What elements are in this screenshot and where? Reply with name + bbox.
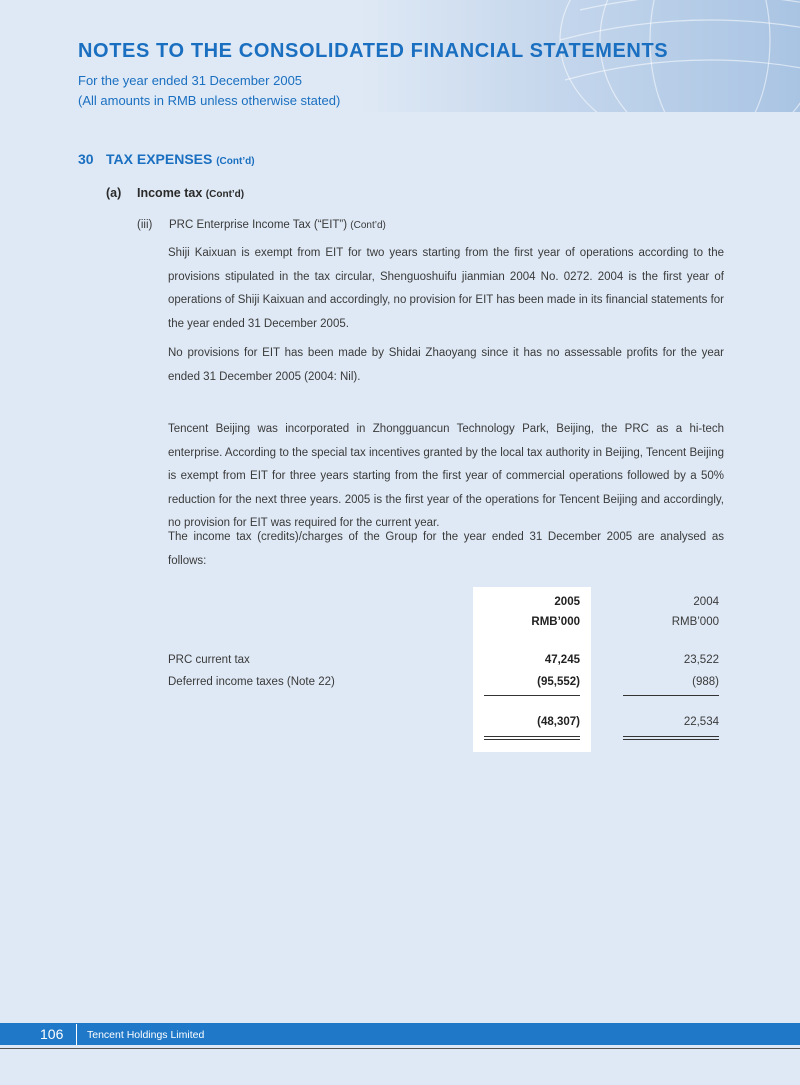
- header-unit-2005: RMB’000: [531, 616, 580, 628]
- subsubsection-title: [169, 219, 386, 231]
- header-unit-2004: RMB’000: [671, 616, 719, 628]
- subtotal-rule-2004: [623, 695, 719, 696]
- footer-divider: [76, 1024, 77, 1045]
- header-year-2004: 2004: [693, 596, 719, 608]
- subsection-title-text: Income tax: [137, 186, 203, 200]
- row-value-deferred-income-taxes-2005: (95,552): [537, 676, 580, 688]
- row-label-prc-current-tax: PRC current tax: [168, 654, 250, 666]
- section-title-text: TAX EXPENSES: [106, 151, 213, 167]
- subtotal-rule-2005: [484, 695, 580, 696]
- subsection-title-suffix: (Cont’d): [205, 189, 245, 200]
- row-label-deferred-income-taxes: Deferred income taxes (Note 22): [168, 676, 335, 688]
- section-title: [106, 151, 255, 167]
- footer-rule: [0, 1048, 800, 1049]
- subsubsection-title-text: PRC Enterprise Income Tax (“EIT”): [169, 219, 348, 231]
- total-value-2004: 22,534: [683, 716, 719, 728]
- subsubsection-title-suffix: (Cont’d): [350, 220, 386, 231]
- section-title-suffix: (Cont’d): [216, 156, 255, 167]
- page-title: NOTES TO THE CONSOLIDATED FINANCIAL STATEMENTS: [78, 40, 669, 62]
- currency-subtitle: (All amounts in RMB unless otherwise stated): [78, 93, 341, 108]
- subsubsection-number: (iii): [137, 219, 153, 231]
- company-name: Tencent Holdings Limited: [87, 1029, 205, 1041]
- total-double-rule-bottom-2005: [484, 739, 580, 740]
- row-value-deferred-income-taxes-2004: (988): [692, 676, 719, 688]
- paragraph-shiji-kaixuan: Shiji Kaixuan is exempt from EIT for two years starting from the first year of operations according to the provisions stipulated in the tax circular, Shenguoshuifu jianmian 2004 No. 0272. 2004 is the first year of operations of Shiji Kaixuan and accordingly, no provision for EIT has been made in its financial statements for the year ended 31 December 2005.: [168, 247, 724, 330]
- total-double-rule-bottom-2004: [623, 739, 719, 740]
- total-value-2005: (48,307): [537, 716, 580, 728]
- paragraph-shidai-zhaoyang: No provisions for EIT has been made by Shidai Zhaoyang since it has no assessable profits for the year ended 31 December 2005 (2004: Nil).: [168, 347, 724, 383]
- period-subtitle: For the year ended 31 December 2005: [78, 73, 303, 88]
- paragraph-tencent-beijing: Tencent Beijing was incorporated in Zhongguancun Technology Park, Beijing, the PRC as a hi-tech enterprise. According to the special tax incentives granted by the local tax authority in Beijing, Tencent Beijing is exempt from EIT for three years starting from the first year of commercial operations followed by a 50% reduction for the next three years. 2005 is the first year of the operations for Tencent Beijing and accordingly, no provision for EIT was required for the current year.: [168, 423, 724, 529]
- paragraph-analysis-intro: The income tax (credits)/charges of the Group for the year ended 31 December 2005 are analysed as follows:: [168, 531, 724, 567]
- header-year-2005: 2005: [554, 596, 580, 608]
- row-value-prc-current-tax-2005: 47,245: [544, 654, 580, 666]
- total-double-rule-top-2004: [623, 736, 719, 737]
- page-number: 106: [40, 1026, 64, 1042]
- row-value-prc-current-tax-2004: 23,522: [683, 654, 719, 666]
- section-number: 30: [78, 151, 94, 167]
- subsection-number: (a): [106, 186, 122, 200]
- subsection-title: [137, 186, 244, 200]
- total-double-rule-top-2005: [484, 736, 580, 737]
